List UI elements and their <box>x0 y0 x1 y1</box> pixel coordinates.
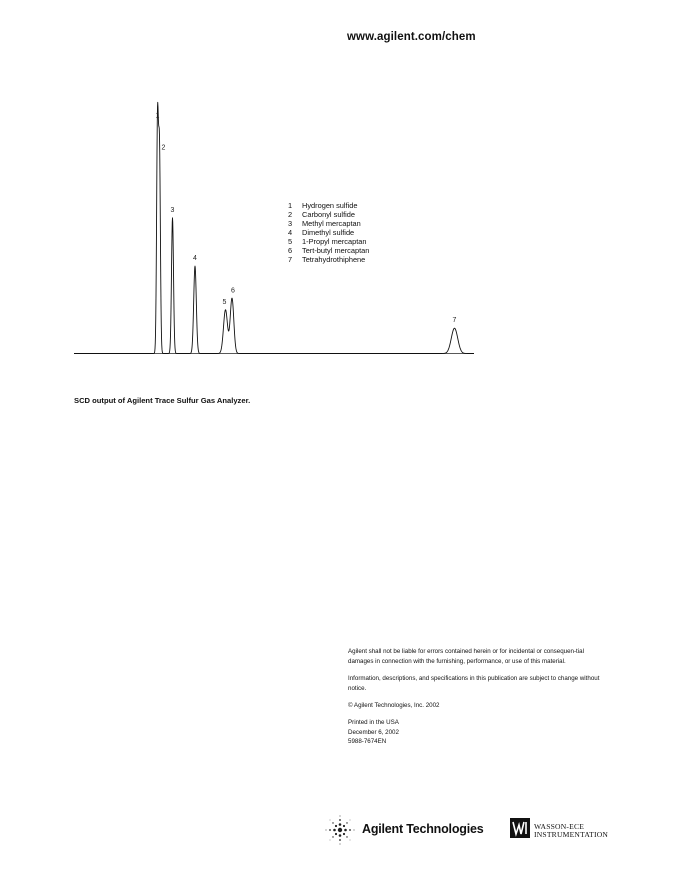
peak-label-5: 5 <box>222 298 227 306</box>
legend-compound: Carbonyl sulfide <box>302 210 355 219</box>
legend-compound: Tetrahydrothiphene <box>302 255 366 264</box>
legend-item <box>288 246 369 255</box>
copyright: © Agilent Technologies, Inc. 2002 <box>348 702 440 709</box>
chromatogram-trace <box>74 102 474 353</box>
liability-disclaimer: Agilent shall not be liable for errors contained herein or for incidental or consequen-tial damages in connection with the furnishing, performance, or use of this material. <box>348 648 584 665</box>
legend-number: 7 <box>288 255 293 264</box>
legend-item <box>288 255 369 264</box>
wasson-line1: WASSON-ECE <box>534 822 585 831</box>
legend-item <box>288 237 369 246</box>
peak-label-1: 1 <box>155 112 160 120</box>
legend-compound: 1-Propyl mercaptan <box>302 237 367 246</box>
printed-location: Printed in the USA <box>348 719 399 726</box>
change-notice: Information, descriptions, and specifications in this publication are subject to change without notice. <box>348 675 600 692</box>
legend-item <box>288 201 369 210</box>
peak-label-3: 3 <box>170 206 175 214</box>
legend-compound: Methyl mercaptan <box>302 219 361 228</box>
wasson-logo-icon <box>510 818 530 838</box>
legend-number: 3 <box>288 219 293 228</box>
website-url: www.agilent.com/chem <box>347 31 476 43</box>
legend-number: 6 <box>288 246 293 255</box>
publication-number: 5988-7674EN <box>348 738 387 745</box>
legend-compound: Hydrogen sulfide <box>302 201 358 210</box>
figure-caption: SCD output of Agilent Trace Sulfur Gas Analyzer. <box>74 396 251 405</box>
legend-item <box>288 228 369 237</box>
peak-label-2: 2 <box>161 144 166 152</box>
print-date: December 6, 2002 <box>348 728 399 736</box>
wasson-logo-text <box>534 823 608 839</box>
peak-label-6: 6 <box>231 287 235 295</box>
legend-item <box>288 219 369 228</box>
peak-label-7: 7 <box>452 317 457 325</box>
legend-compound: Tert-butyl mercaptan <box>302 246 370 255</box>
agilent-logo-text: Agilent Technologies <box>362 822 484 836</box>
peak-label-4: 4 <box>193 255 197 263</box>
wasson-line2: INSTRUMENTATION <box>534 830 609 839</box>
legend-item <box>288 210 369 219</box>
legend-number: 4 <box>288 228 293 237</box>
legend-number: 1 <box>288 201 293 210</box>
legend-number: 5 <box>288 237 293 246</box>
agilent-spark-icon <box>322 812 358 848</box>
print-info <box>348 718 610 747</box>
legend-compound: Dimethyl sulfide <box>302 228 355 237</box>
peak-legend <box>288 201 369 264</box>
legend-number: 2 <box>288 210 293 219</box>
disclaimer-block <box>348 647 610 747</box>
